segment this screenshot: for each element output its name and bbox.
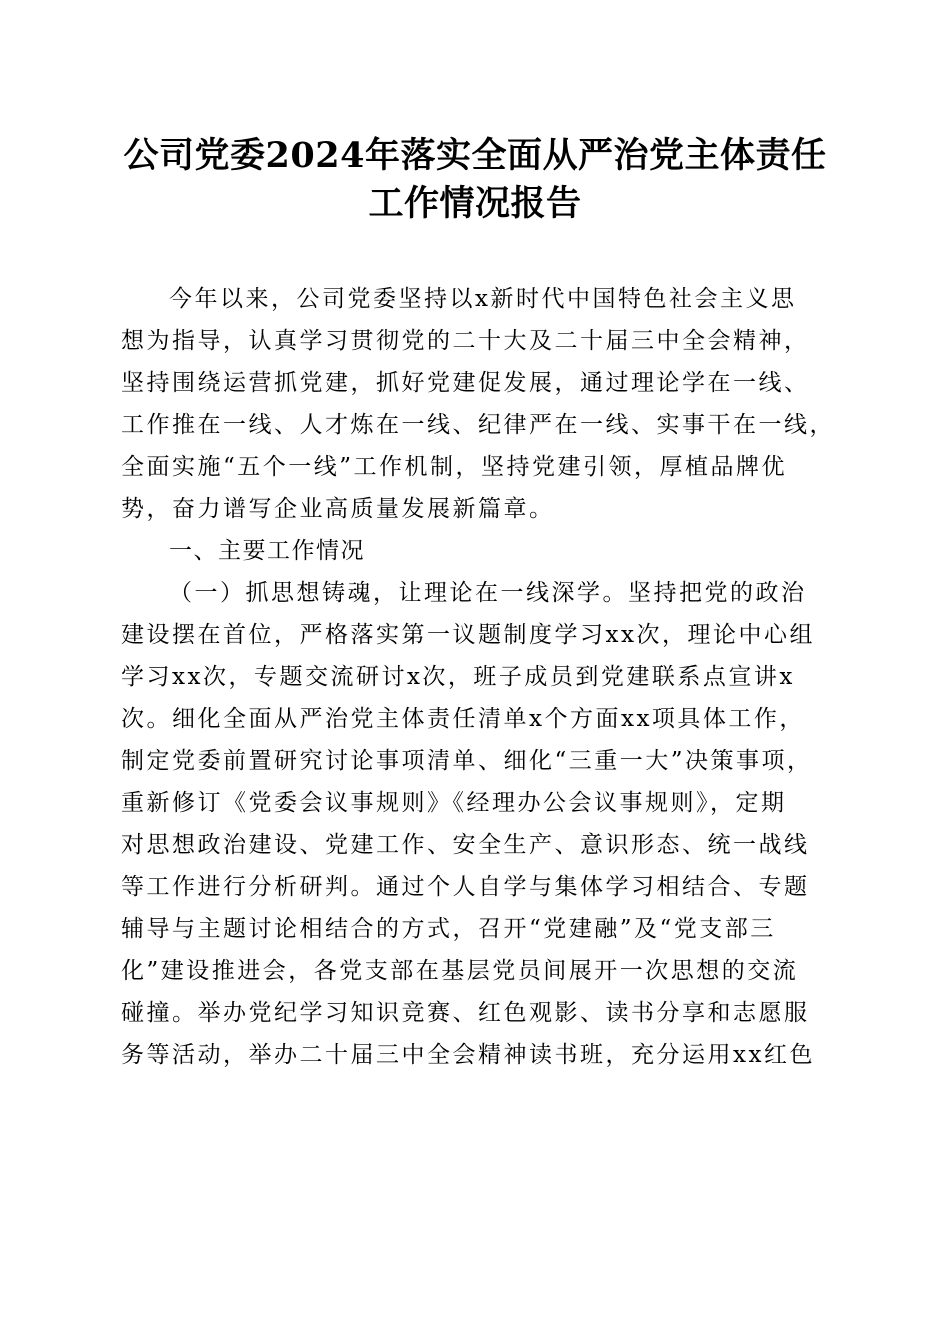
paragraph-1-line-1: 今年以来，公司党委坚持以x新时代中国特色社会主义思 <box>169 286 797 312</box>
paragraph-2-line-5: 制定党委前置研究讨论事项清单、细化“三重一大”决策事项， <box>121 748 813 774</box>
paragraph-2-line-2: 建设摆在首位，严格落实第一议题制度学习xx次，理论中心组 <box>121 622 815 648</box>
paragraph-2-line-1: （一）抓思想铸魂，让理论在一线深学。坚持把党的政治 <box>169 580 807 606</box>
paragraph-2-line-6: 重新修订《党委会议事规则》《经理办公会议事规则》，定期 <box>121 790 787 816</box>
paragraph-1-line-4: 工作推在一线、人才炼在一线、纪律严在一线、实事干在一线， <box>121 412 835 438</box>
title-line-1: 公司党委2024年落实全面从严治党主体责任 <box>123 135 827 176</box>
paragraph-1-line-2: 想为指导，认真学习贯彻党的二十大及二十届三中全会精神， <box>121 328 810 354</box>
paragraph-2-line-11: 碰撞。举办党纪学习知识竞赛、红色观影、读书分享和志愿服 <box>121 1000 810 1026</box>
section-heading: 一、主要工作情况 <box>169 538 365 564</box>
paragraph-2-line-12: 务等活动，举办二十届三中全会精神读书班，充分运用xx红色 <box>121 1042 815 1068</box>
paragraph-1-line-3: 坚持围绕运营抓党建，抓好党建促发展，通过理论学在一线、 <box>121 370 810 396</box>
paragraph-2-line-3: 学习xx次，专题交流研讨x次，班子成员到党建联系点宣讲x <box>121 664 795 690</box>
paragraph-2-line-10: 化”建设推进会，各党支部在基层党员间展开一次思想的交流 <box>121 958 799 984</box>
paragraph-2-line-8: 等工作进行分析研判。通过个人自学与集体学习相结合、专题 <box>121 874 810 900</box>
document-body <box>121 278 835 1076</box>
paragraph-2-line-9: 辅导与主题讨论相结合的方式，召开“党建融”及“党支部三 <box>121 916 776 942</box>
paragraph-2-line-7: 对思想政治建设、党建工作、安全生产、意识形态、统一战线 <box>121 832 810 858</box>
title-line-2: 工作情况报告 <box>368 183 582 224</box>
paragraph-1-line-5: 全面实施“五个一线”工作机制，坚持党建引领，厚植品牌优 <box>121 454 788 480</box>
paragraph-1-line-6: 势，奋力谱写企业高质量发展新篇章。 <box>121 496 555 522</box>
paragraph-2-line-4: 次。细化全面从严治党主体责任清单x个方面xx项具体工作， <box>121 706 805 732</box>
document-title <box>100 132 850 228</box>
